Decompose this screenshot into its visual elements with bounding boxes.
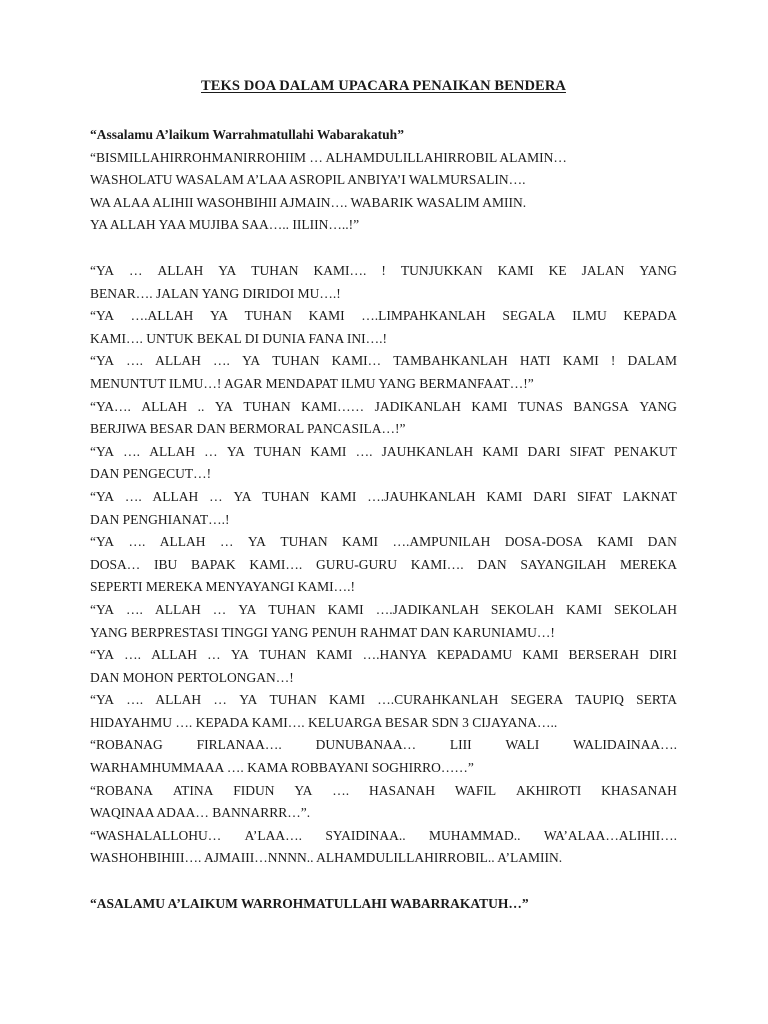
prayer-line: “YA …. ALLAH … YA TUHAN KAMI …. JAUHKANLAH KAMI DARI SIFAT PENAKUT — [90, 443, 677, 459]
prayer-line: WAQINAA ADAA… BANNARRR…”. — [90, 805, 311, 821]
prayer-line: BERJIWA BESAR DAN BERMORAL PANCASILA…!” — [90, 421, 406, 437]
prayer-paragraph — [90, 260, 677, 305]
prayer-line: “YA …. ALLAH … YA TUHAN KAMI ….JAUHKANLAH KAMI DARI SIFAT LAKNAT — [90, 488, 677, 504]
prayer-paragraph — [90, 644, 677, 689]
prayer-paragraph — [90, 531, 677, 599]
prayer-paragraph — [90, 486, 677, 531]
prayer-line: “YA …. ALLAH … YA TUHAN KAMI ….JADIKANLAH SEKOLAH KAMI SEKOLAH — [90, 601, 677, 617]
opening-greeting: “Assalamu A’laikum Warrahmatullahi Wabarakatuh” — [90, 127, 404, 142]
prayer-paragraph — [90, 396, 677, 441]
intro-block — [90, 147, 677, 237]
prayer-line: “YA …. ALLAH …. YA TUHAN KAMI… TAMBAHKANLAH HATI KAMI ! DALAM — [90, 353, 677, 369]
prayer-line: “ROBANA ATINA FIDUN YA …. HASANAH WAFIL AKHIROTI KHASANAH — [90, 782, 677, 798]
prayer-paragraph — [90, 441, 677, 486]
prayer-line: MENUNTUT ILMU…! AGAR MENDAPAT ILMU YANG BERMANFAAT…!” — [90, 375, 534, 391]
prayer-line: DOSA… IBU BAPAK KAMI…. GURU-GURU KAMI…. DAN SAYANGILAH MEREKA — [90, 556, 677, 572]
intro-line: YA ALLAH YAA MUJIBA SAA….. IILIIN…..!” — [90, 217, 360, 233]
prayer-line: “YA ….ALLAH YA TUHAN KAMI ….LIMPAHKANLAH SEGALA ILMU KEPADA — [90, 308, 677, 324]
prayer-paragraph — [90, 780, 677, 825]
prayer-paragraph — [90, 689, 677, 734]
prayer-paragraph — [90, 734, 677, 779]
prayer-line: “YA …. ALLAH … YA TUHAN KAMI ….CURAHKANLAH SEGERA TAUPIQ SERTA — [90, 692, 677, 708]
prayer-line: KAMI…. UNTUK BEKAL DI DUNIA FANA INI….! — [90, 330, 387, 346]
prayer-line: HIDAYAHMU …. KEPADA KAMI…. KELUARGA BESAR SDN 3 CIJAYANA….. — [90, 714, 558, 730]
intro-line: WA ALAA ALIHII WASOHBIHII AJMAIN…. WABARIK WASALIM AMIIN. — [90, 194, 527, 210]
prayer-paragraph — [90, 599, 677, 644]
prayer-line: “YA…. ALLAH .. YA TUHAN KAMI…… JADIKANLAH KAMI TUNAS BANGSA YANG — [90, 398, 677, 414]
prayer-line: “YA …. ALLAH … YA TUHAN KAMI ….HANYA KEPADAMU KAMI BERSERAH DIRI — [90, 647, 677, 663]
prayer-body — [90, 260, 677, 870]
prayer-line: DAN MOHON PERTOLONGAN…! — [90, 669, 294, 685]
prayer-line: “ROBANAG FIRLANAA…. DUNUBANAA… LIII WALI WALIDAINAA…. — [90, 737, 677, 753]
prayer-line: “WASHALALLOHU… A’LAA…. SYAIDINAA.. MUHAMMAD.. WA’ALAA…ALIHII…. — [90, 827, 677, 843]
prayer-line: YANG BERPRESTASI TINGGI YANG PENUH RAHMAT DAN KARUNIAMU…! — [90, 624, 555, 640]
closing-greeting: “ASALAMU A’LAIKUM WARROHMATULLAHI WABARRAKATUH…” — [90, 896, 529, 911]
prayer-line: WASHOHBIHIII…. AJMAIII…NNNN.. ALHAMDULILLAHIRROBIL.. A’LAMIIN. — [90, 850, 563, 866]
prayer-line: BENAR…. JALAN YANG DIRIDOI MU….! — [90, 285, 341, 301]
prayer-paragraph — [90, 825, 677, 870]
prayer-paragraph — [90, 305, 677, 350]
prayer-line: DAN PENGECUT…! — [90, 466, 212, 482]
prayer-paragraph — [90, 350, 677, 395]
prayer-line: WARHAMHUMMAAA …. KAMA ROBBAYANI SOGHIRRO……” — [90, 760, 474, 776]
prayer-line: SEPERTI MEREKA MENYAYANGI KAMI….! — [90, 579, 355, 595]
prayer-line: “YA …. ALLAH … YA TUHAN KAMI ….AMPUNILAH DOSA-DOSA KAMI DAN — [90, 534, 677, 550]
intro-line: “BISMILLAHIRROHMANIRROHIIM … ALHAMDULILLAHIRROBIL ALAMIN… — [90, 149, 567, 165]
intro-line: WASHOLATU WASALAM A’LAA ASROPIL ANBIYA’I WALMURSALIN…. — [90, 172, 526, 188]
prayer-line: “YA … ALLAH YA TUHAN KAMI…. ! TUNJUKKAN KAMI KE JALAN YANG — [90, 263, 677, 278]
document-title: TEKS DOA DALAM UPACARA PENAIKAN BENDERA — [201, 78, 566, 94]
prayer-line: DAN PENGHIANAT….! — [90, 511, 230, 527]
